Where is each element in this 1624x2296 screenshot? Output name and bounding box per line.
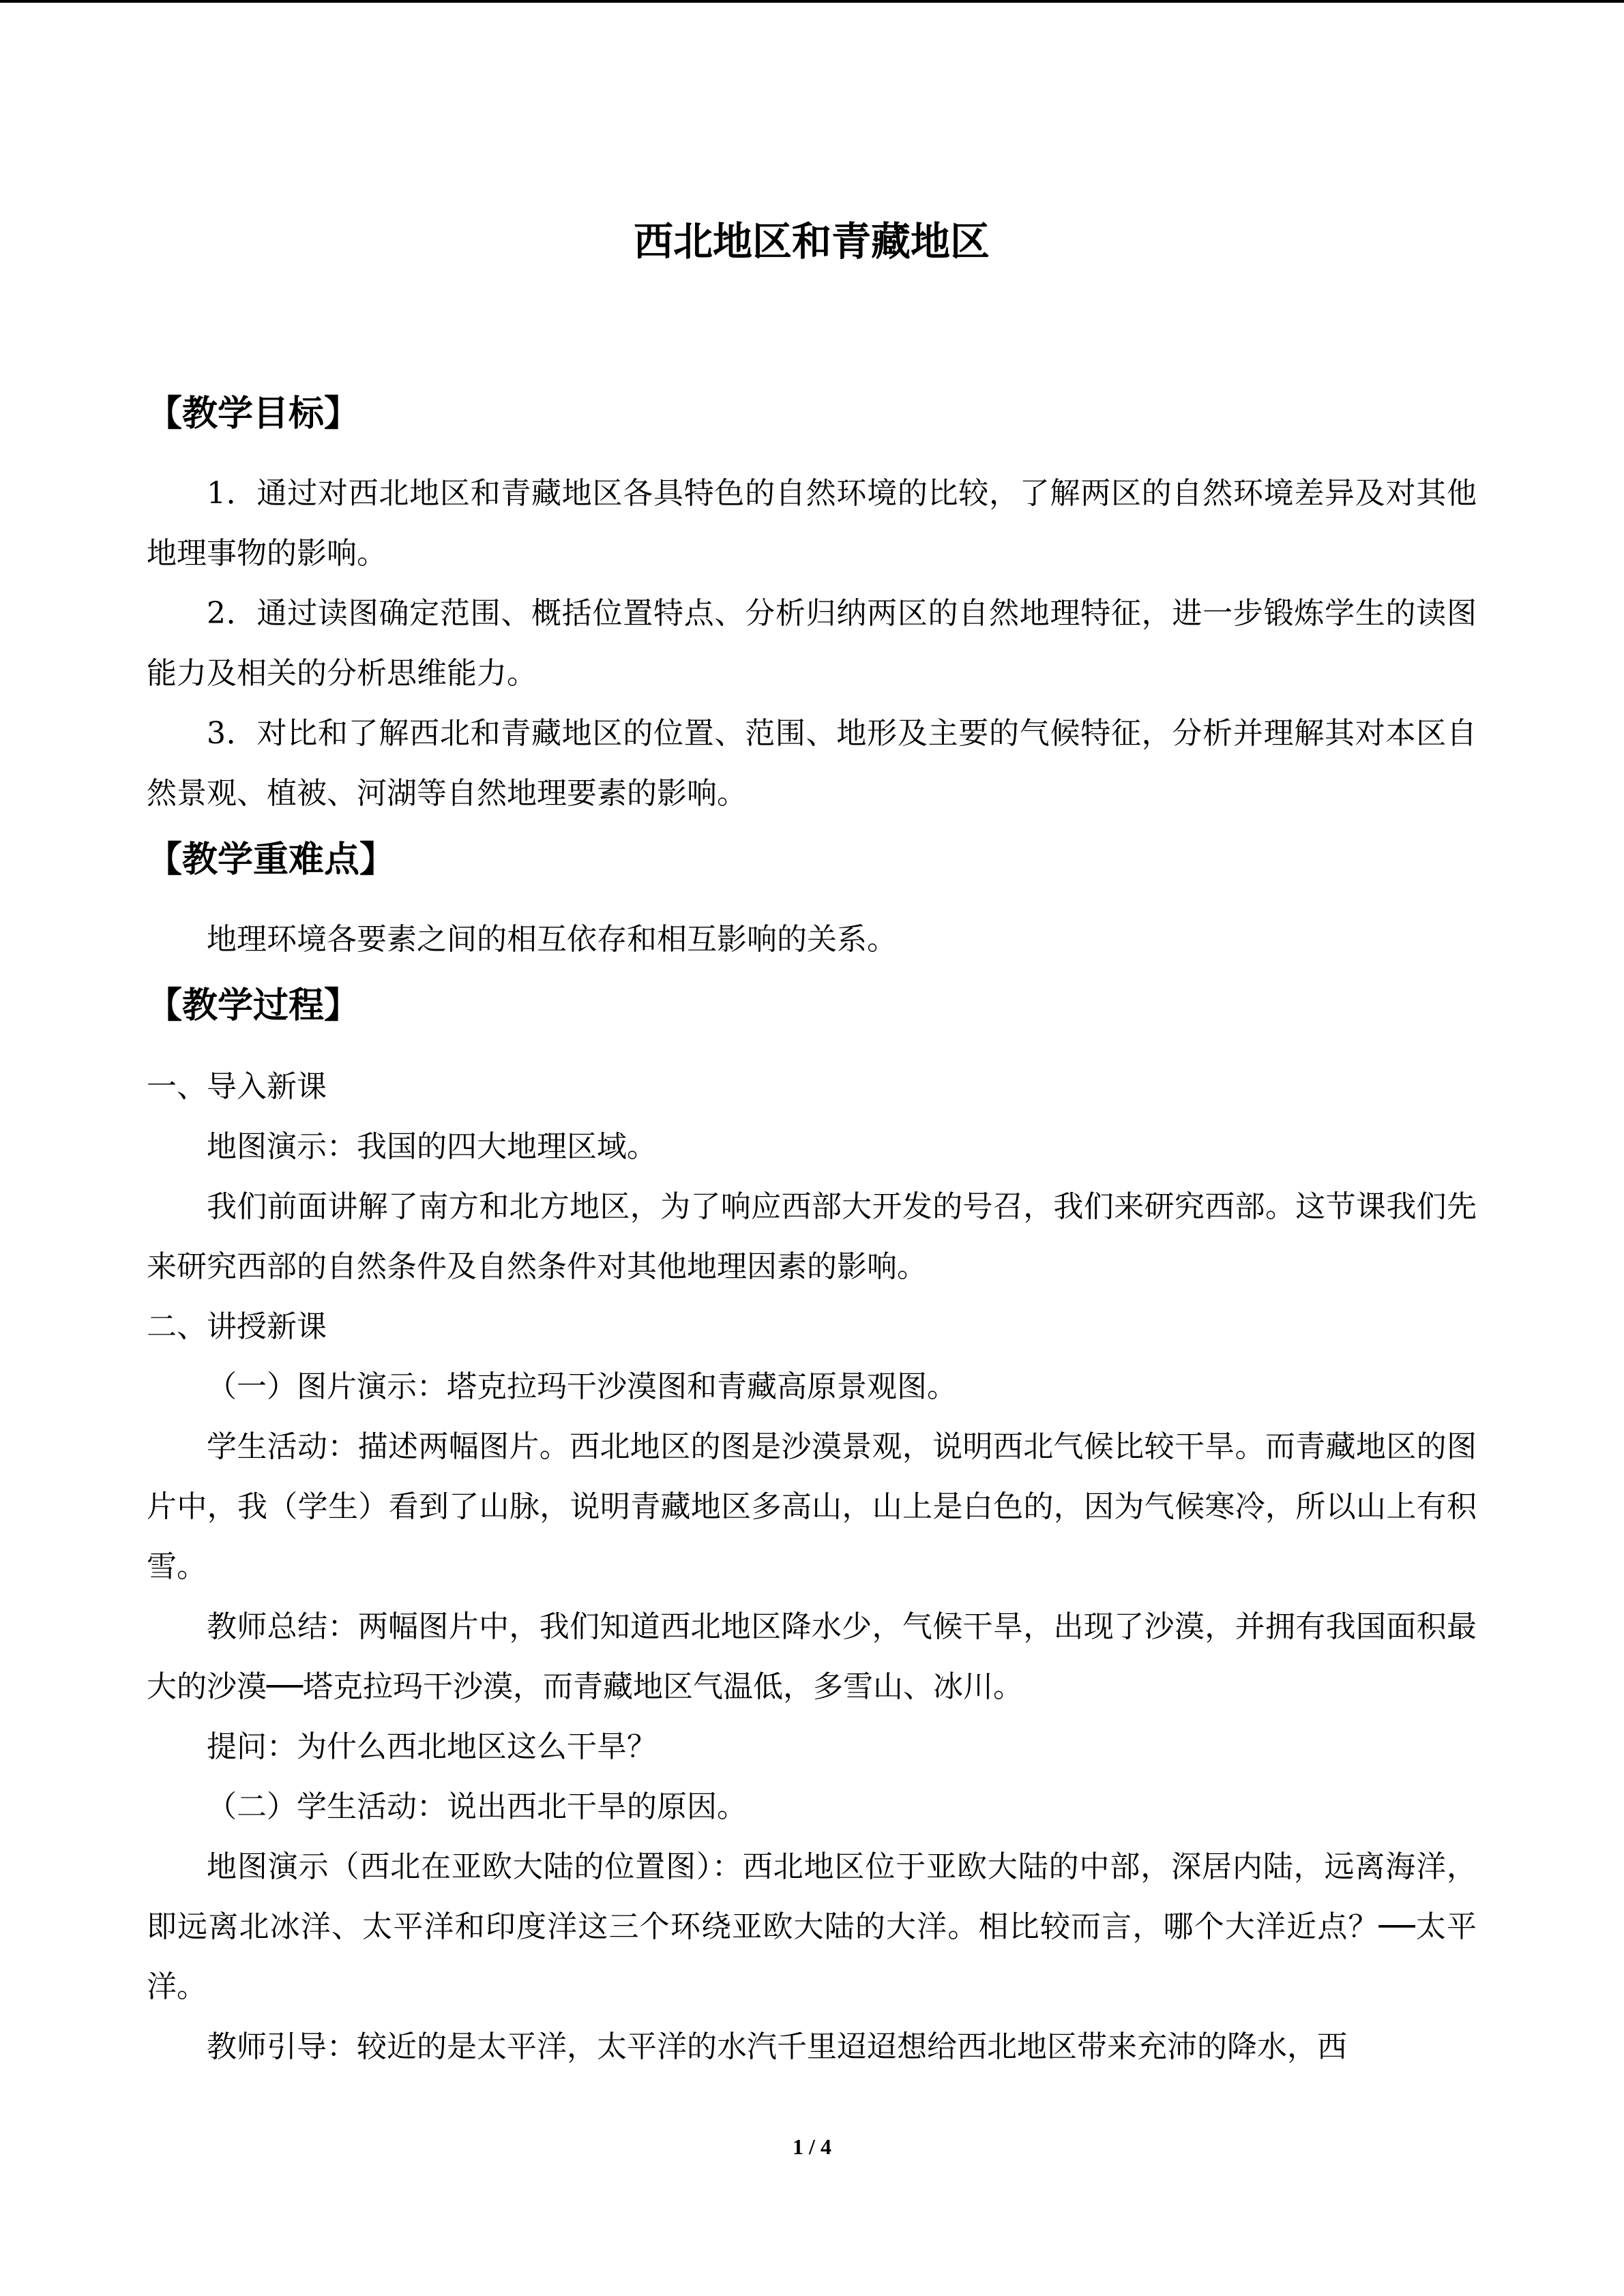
step-2-map: 地图演示（西北在亚欧大陆的位置图）：西北地区位于亚欧大陆的中部，深居内陆，远离海洋，即远离北冰洋、太平洋和印度洋这三个环绕亚欧大陆的大洋。相比较而言，哪个大洋近点？──太平洋。 [147,1849,1477,2004]
objective-2: 2．通过读图确定范围、概括位置特点、分析归纳两区的自然地理特征，进一步锻炼学生的读图能力及相关的分析思维能力。 [147,596,1477,691]
step-2-sub-1: （一）图片演示：塔克拉玛干沙漠图和青藏高原景观图。 [207,1369,957,1404]
step-1-map: 地图演示：我国的四大地理区域。 [207,1129,657,1164]
key-points-text: 地理环境各要素之间的相互依存和相互影响的关系。 [207,922,897,957]
step-1-text: 我们前面讲解了南方和北方地区，为了响应西部大开发的号召，我们来研究西部。这节课我们先来研究西部的自然条件及自然条件对其他地理因素的影响。 [147,1189,1477,1284]
step-2-question: 提问：为什么西北地区这么干旱？ [207,1729,657,1764]
objective-3: 3．对比和了解西北和青藏地区的位置、范围、地形及主要的气候特征，分析并理解其对本区自然景观、植被、河湖等自然地理要素的影响。 [147,716,1477,811]
step-1-title: 一、导入新课 [147,1069,327,1104]
step-2-summary: 教师总结：两幅图片中，我们知道西北地区降水少，气候干旱，出现了沙漠，并拥有我国面积最大的沙漠──塔克拉玛干沙漠，而青藏地区气温低，多雪山、冰川。 [147,1609,1477,1704]
step-2-sub-2: （二）学生活动：说出西北干旱的原因。 [207,1789,747,1824]
objective-1: 1．通过对西北地区和青藏地区各具特色的自然环境的比较，了解两区的自然环境差异及对其他地理事物的影响。 [147,476,1477,571]
section-heading-process: 【教学过程】 [147,985,360,1026]
step-2-activity: 学生活动：描述两幅图片。西北地区的图是沙漠景观，说明西北气候比较干旱。而青藏地区的图片中，我（学生）看到了山脉，说明青藏地区多高山，山上是白色的，因为气候寒冷，所以山上有积雪。 [147,1429,1477,1584]
step-2-title: 二、讲授新课 [147,1309,327,1344]
document-title: 西北地区和青藏地区 [633,218,990,265]
step-2-guide: 教师引导：较近的是太平洋，太平洋的水汽千里迢迢想给西北地区带来充沛的降水，西 [207,2029,1347,2064]
page-number: 1 / 4 [793,2134,831,2159]
section-heading-key-points: 【教学重难点】 [147,839,396,880]
top-border [0,0,1624,3]
section-heading-objectives: 【教学目标】 [147,393,360,434]
